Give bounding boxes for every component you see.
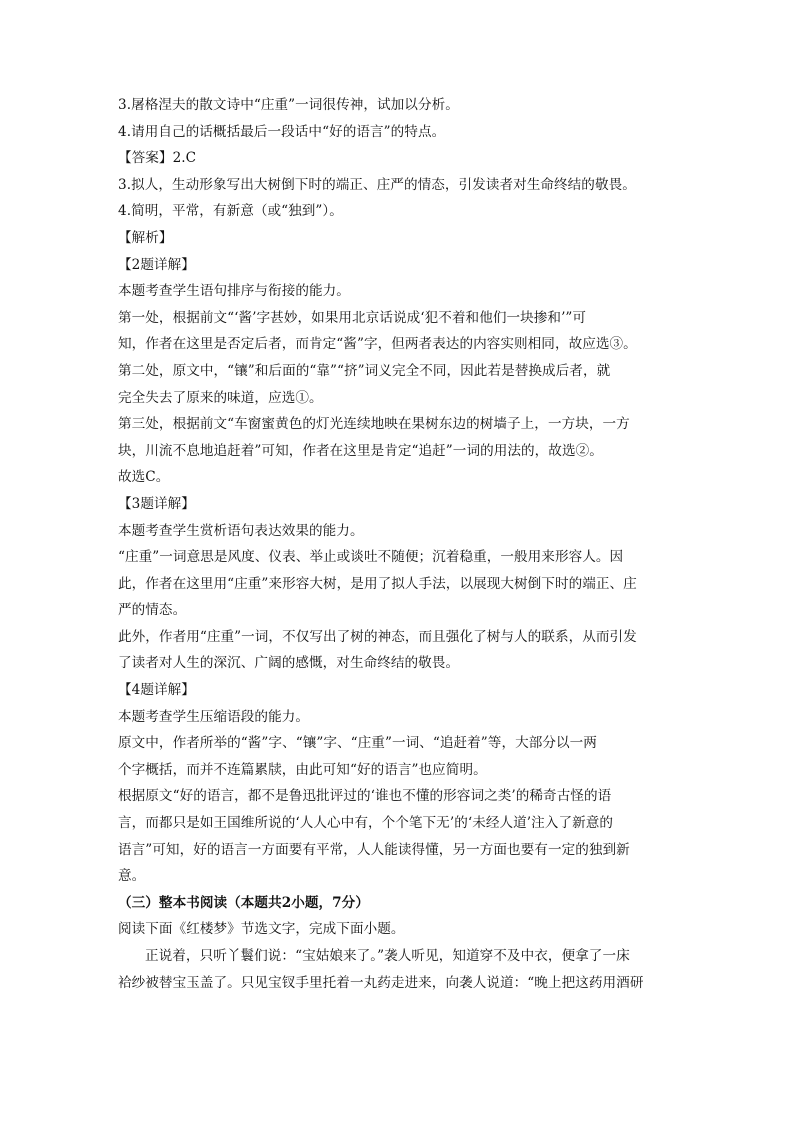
- text-line: 【2题详解】: [118, 256, 195, 273]
- text-line: 个字概括，而并不连篇累牍，由此可知“好的语言”也应简明。: [118, 761, 487, 778]
- text-line: 了读者对人生的深沉、广阔的感慨，对生命终结的敬畏。: [118, 655, 460, 672]
- text-line: 【4题详解】: [118, 682, 195, 699]
- text-line: 阅读下面《红楼梦》节选文字，完成下面小题。: [118, 921, 405, 938]
- text-line: 袷纱被替宝玉盖了。只见宝钗手里托着一丸药走进来，向袭人说道：“晚上把这药用酒研: [118, 974, 644, 991]
- text-line: 知，作者在这里是否定后者，而肯定“酱”字，但两者表达的内容实则相同，故应选③。: [118, 336, 637, 353]
- text-line: 本题考查学生压缩语段的能力。: [118, 708, 310, 725]
- text-line: 语言”可知，好的语言一方面要有平常，人人能读得懂，另一方面也要有一定的独到新: [118, 841, 630, 858]
- text-line: 【3题详解】: [118, 495, 195, 512]
- text-line: 4.简明，平常，有新意（或“独到”）。: [118, 203, 343, 220]
- document-page: [118, 92, 674, 996]
- text-line: 根据原文“好的语言，都不是鲁迅批评过的‘谁也不懂的形容词之类’的稀奇古怪的语: [118, 788, 612, 805]
- text-line: 此，作者在这里用“庄重”来形容大树，是用了拟人手法，以展现大树倒下时的端正、庄: [118, 575, 637, 592]
- text-line: 故选C。: [118, 469, 170, 486]
- text-line: 言，而都只是如王国维所说的‘人人心中有，个个笔下无’的‘未经人道’注入了新意的: [118, 815, 614, 832]
- text-line: 正说着，只听丫鬟们说：“宝姑娘来了。”袭人听见，知道穿不及中衣，便拿了一床: [145, 948, 630, 964]
- text-line: 第二处，原文中，“镶”和后面的“靠”“挤”词义完全不同，因此若是替换成后者，就: [118, 362, 611, 379]
- text-line: 本题考查学生赏析语句表达效果的能力。: [118, 522, 364, 539]
- text-line: 3.屠格涅夫的散文诗中“庄重”一词很传神，试加以分析。: [118, 97, 459, 113]
- text-line: “庄重”一词意思是风度、仪表、举止或谈吐不随便；沉着稳重，一般用来形容人。因: [118, 549, 624, 566]
- text-line: 3.拟人，生动形象写出大树倒下时的端正、庄严的情态，引发读者对生命终结的敬畏。: [118, 176, 636, 193]
- text-line: 4.请用自己的话概括最后一段话中“好的语言”的特点。: [118, 123, 446, 140]
- text-line: 本题考查学生语句排序与衔接的能力。: [118, 283, 350, 300]
- text-line: 完全失去了原来的味道，应选①。: [118, 389, 323, 406]
- text-line: 块，川流不息地追赶着”可知，作者在这里是肯定“追赶”一词的用法的，故选②。: [118, 442, 603, 459]
- text-line: 意。: [118, 868, 146, 885]
- text-line: 【解析】: [118, 229, 173, 246]
- text-line: 第一处，根据前文“‘酱’字甚妙，如果用北京话说成‘犯不着和他们一块掺和’”可: [118, 309, 587, 326]
- text-line: 【答案】2.C: [118, 150, 197, 167]
- text-line: 第三处，根据前文“车窗蜜黄色的灯光连续地映在果树东边的树墙子上，一方块，一方: [118, 416, 630, 433]
- text-line: 原文中，作者所举的“酱”字、“镶”字、“庄重”一词、“追赶着”等，大部分以一两: [118, 735, 597, 752]
- section-heading: （三）整本书阅读（本题共2小题，7分）: [118, 894, 369, 911]
- text-line: 严的情态。: [118, 602, 187, 619]
- text-line: 此外，作者用“庄重”一词，不仅写出了树的神态，而且强化了树与人的联系，从而引发: [118, 628, 637, 645]
